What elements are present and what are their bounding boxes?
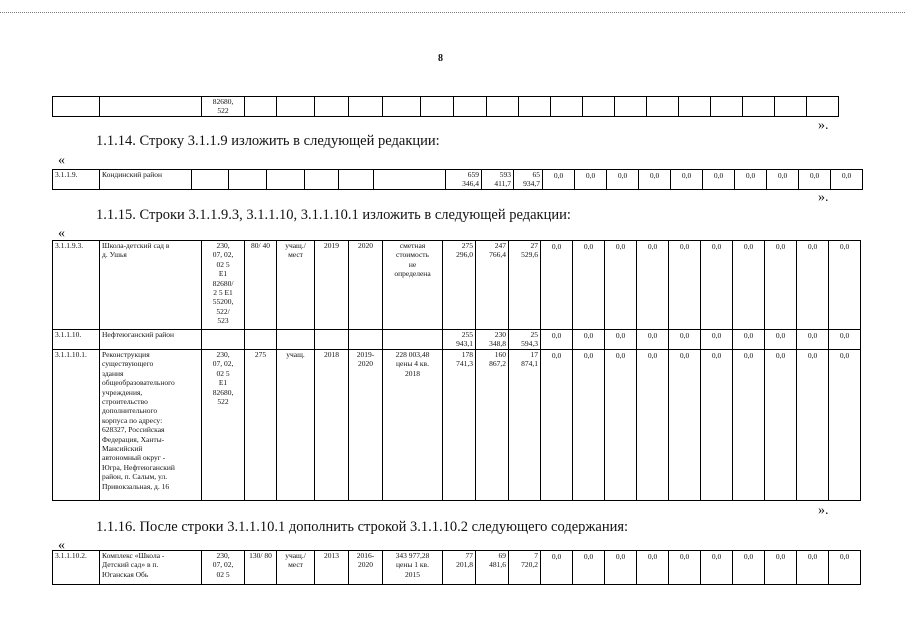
zero-cell: 0,0 [637,330,669,350]
zero-cell: 0,0 [573,241,605,330]
code-cell: 3.1.1.9.3. [53,241,100,330]
zero-cell: 0,0 [573,551,605,585]
value-cell: 160 867,2 [476,350,509,501]
capacity-cell: 275 [245,350,277,501]
kbk-cell: 230, 07, 02, 02 5 E1 82680, 522 [202,350,245,501]
zero-cell: 0,0 [765,330,797,350]
zero-cell: 0,0 [797,241,829,330]
table-row [53,241,861,330]
year-start-cell: 2019 [315,241,349,330]
table-row-3-1-1-9 [52,169,863,190]
zero-cell: 0,0 [605,241,637,330]
code-cell: 3.1.1.9. [53,170,100,190]
zero-cell: 0,0 [637,350,669,501]
capacity-cell: 130/ 80 [245,551,277,585]
zero-cell: 0,0 [733,551,765,585]
zero-cell: 0,0 [735,170,767,190]
value-cell: 69 481,6 [476,551,509,585]
kbk-cell: 82680, 522 [202,97,245,117]
cost-cell: сметная стоимость не определена [383,241,443,330]
zero-cell: 0,0 [541,551,573,585]
year-end-cell: 2016- 2020 [349,551,383,585]
unit-cell: учащ. [277,350,315,501]
zero-cell: 0,0 [607,170,639,190]
close-quote: ». [818,118,829,133]
unit-cell: учащ./ мест [277,551,315,585]
cost-cell: 343 977,28 цены 1 кв. 2015 [383,551,443,585]
zero-cell: 0,0 [541,350,573,501]
value-cell: 230 348,8 [476,330,509,350]
value-cell: 178 741,3 [443,350,476,501]
zero-cell: 0,0 [797,350,829,501]
table-row [53,350,861,501]
name-cell: Школа-детский сад в д. Ушья [100,241,202,330]
code-cell: 3.1.1.10.2. [53,551,100,585]
zero-cell: 0,0 [671,170,703,190]
zero-cell: 0,0 [637,241,669,330]
zero-cell: 0,0 [703,170,735,190]
zero-cell: 0,0 [765,551,797,585]
zero-cell: 0,0 [541,241,573,330]
heading-1-1-14: 1.1.14. Строку 3.1.1.9 изложить в следующей редакции: [96,133,440,149]
zero-cell: 0,0 [669,551,701,585]
zero-cell: 0,0 [701,551,733,585]
zero-cell: 0,0 [605,350,637,501]
zero-cell: 0,0 [701,350,733,501]
table-row [53,97,839,117]
name-cell: Комплекс «Школа - Детский сад» в п. Юганская Обь [100,551,202,585]
table-row [53,551,861,585]
value-cell: 659 346,4 [446,170,482,190]
heading-1-1-15: 1.1.15. Строки 3.1.1.9.3, 3.1.1.10, 3.1.1.10.1 изложить в следующей редакции: [96,207,571,223]
zero-cell: 0,0 [701,241,733,330]
year-end-cell: 2019- 2020 [349,350,383,501]
zero-cell: 0,0 [829,330,861,350]
page-top-edge [0,12,905,13]
value-cell: 247 766,4 [476,241,509,330]
value-cell: 25 594,3 [509,330,541,350]
value-cell: 77 201,8 [443,551,476,585]
name-cell: Кондинский район [100,170,192,190]
value-cell: 7 720,2 [509,551,541,585]
zero-cell: 0,0 [669,350,701,501]
zero-cell: 0,0 [765,350,797,501]
kbk-cell: 230, 07, 02, 02 5 E1 82680/ 2 5 E1 55200, 522/ 523 [202,241,245,330]
zero-cell: 0,0 [733,241,765,330]
zero-cell: 0,0 [797,551,829,585]
close-quote: ». [818,503,829,518]
table-fragment-top [52,96,839,117]
table-row-3-1-1-10-2 [52,550,861,585]
kbk-cell: 230, 07, 02, 02 5 [202,551,245,585]
zero-cell: 0,0 [829,350,861,501]
zero-cell: 0,0 [573,330,605,350]
zero-cell: 0,0 [573,350,605,501]
value-cell: 593 411,7 [482,170,514,190]
zero-cell: 0,0 [799,170,831,190]
zero-cell: 0,0 [829,551,861,585]
zero-cell: 0,0 [543,170,575,190]
open-quote: « [58,538,65,553]
zero-cell: 0,0 [733,330,765,350]
unit-cell: учащ./ мест [277,241,315,330]
code-cell: 3.1.1.10.1. [53,350,100,501]
cost-cell: 228 003,48 цены 4 кв. 2018 [383,350,443,501]
zero-cell: 0,0 [669,241,701,330]
table-row [53,170,863,190]
zero-cell: 0,0 [733,350,765,501]
name-cell: Реконструкция существующего здания общеобразовательного учреждения, строительство дополнительного корпуса по адресу: 628327, Российская Федерация, Ханты- Мансийский автономный округ - Югра, Нефтеюганский район, п. Салым, ул. Привокзальная, д. 16 [100,350,202,501]
table-rows-3-1-1-9-3-to-3-1-1-10-1 [52,240,861,501]
year-start-cell: 2013 [315,551,349,585]
zero-cell: 0,0 [575,170,607,190]
heading-1-1-16: 1.1.16. После строки 3.1.1.10.1 дополнить строкой 3.1.1.10.2 следующего содержания: [96,519,629,535]
value-cell: 27 529,6 [509,241,541,330]
zero-cell: 0,0 [767,170,799,190]
open-quote: « [58,226,65,241]
name-cell: Нефтеюганский район [100,330,202,350]
capacity-cell: 80/ 40 [245,241,277,330]
zero-cell: 0,0 [701,330,733,350]
close-quote: ». [818,190,829,205]
zero-cell: 0,0 [639,170,671,190]
zero-cell: 0,0 [765,241,797,330]
table-row [53,330,861,350]
year-end-cell: 2020 [349,241,383,330]
zero-cell: 0,0 [797,330,829,350]
code-cell: 3.1.1.10. [53,330,100,350]
value-cell: 275 296,0 [443,241,476,330]
zero-cell: 0,0 [637,551,669,585]
open-quote: « [58,153,65,168]
value-cell: 255 943,1 [443,330,476,350]
zero-cell: 0,0 [831,170,863,190]
value-cell: 65 934,7 [514,170,543,190]
zero-cell: 0,0 [605,551,637,585]
zero-cell: 0,0 [605,330,637,350]
zero-cell: 0,0 [669,330,701,350]
zero-cell: 0,0 [829,241,861,330]
year-start-cell: 2018 [315,350,349,501]
zero-cell: 0,0 [541,330,573,350]
page-number: 8 [438,53,443,64]
value-cell: 17 874,1 [509,350,541,501]
